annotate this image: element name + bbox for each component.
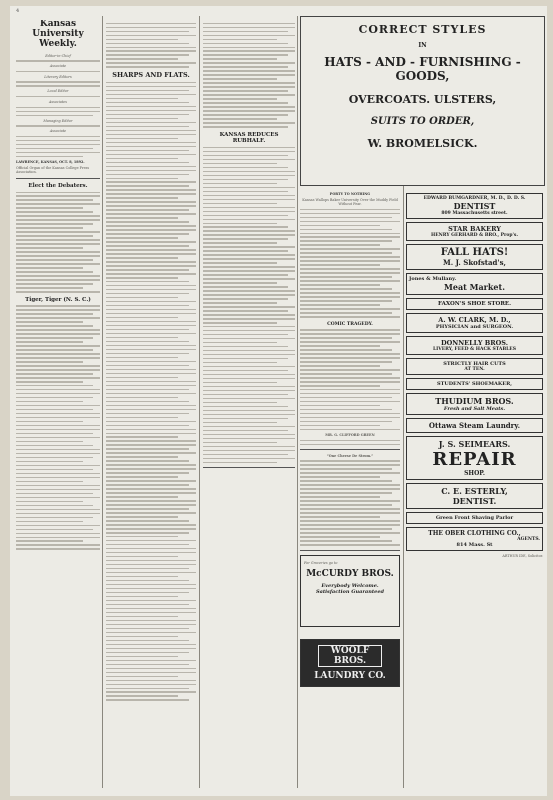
column-1: [16, 20, 100, 552]
heading-tiger: Tiger, Tiger (N. S. C.): [25, 296, 91, 303]
ad-ober-clothing: THE OBER CLOTHING CO., AGENTS. 814 Mass. St: [406, 527, 543, 551]
ad-ottawa-laundry: Ottawa Steam Laundry.: [406, 418, 543, 433]
masthead-title: Kansas University Weekly.: [32, 20, 84, 49]
staff-role: Associate: [49, 64, 67, 69]
ad-students-shoemaker: STUDENTS' SHOEMAKER,: [406, 378, 543, 390]
ad-fall-hats: FALL HATS! M. J. Skofstad's,: [406, 244, 543, 270]
page-number: 4: [16, 8, 20, 14]
ad-esterly-dentist: C. E. ESTERLY, DENTIST.: [406, 483, 543, 509]
solicitor: ARTHUR IDE, Solicitor.: [502, 554, 543, 558]
column-4-text: [300, 190, 400, 690]
ad-star-bakery: STAR BAKERY HENRY GERHARD & BRO., Prop's.: [406, 222, 543, 241]
heading-comic-tragedy: COMIC TRAGEDY.: [327, 321, 373, 327]
ad-mccurdy: For Groceries go to McCURDY BROS. Everybody Welcome. Satisfaction Guaranteed: [300, 555, 400, 627]
ad-hair-cuts: STRICTLY HAIR CUTS AT TEN.: [406, 358, 543, 375]
official-organ: Official Organ of the Kansas College Press Association.: [16, 165, 90, 174]
column-3: [203, 20, 295, 472]
ad-meat-market: Jones & Mullany. Meat Market.: [406, 273, 543, 295]
signature: MR. G. CLIFFORD GREEN: [325, 432, 375, 437]
column-rule: [102, 16, 103, 788]
ad-donnelly-bros: DONNELLY BROS. LIVERY, FEED & HACK STABLES: [406, 336, 543, 355]
ad-dentist-bumgardner: EDWARD BUMGARDNER, M. D., D. D. S. DENTIST 809 Massachusetts street.: [406, 193, 543, 219]
staff-role: Associate: [49, 129, 67, 134]
column-rule: [297, 16, 298, 788]
staff-role: Local Editor: [47, 89, 69, 94]
poem-subtitle: Kansas Wallops Baker University Over the Muddy Field Without Fear.: [302, 198, 398, 206]
heading-kansas-reduces: KANSAS REDUCES RUBHALF.: [219, 131, 279, 144]
column-5-ads: [406, 190, 543, 560]
column-2: [106, 20, 196, 703]
column-rule: [199, 16, 200, 788]
staff-role: Literary Editors: [44, 74, 72, 79]
ad-repair-shop: J. S. SEIMEARS. REPAIR SHOP.: [406, 436, 543, 480]
staff-role: Editor-in-Chief: [45, 53, 71, 58]
staff-role: Managing Editor: [43, 118, 73, 123]
column-rule: [403, 186, 404, 788]
dateline: LAWRENCE, KANSAS, OCT. 8, 1892.: [16, 159, 85, 164]
ad-bromelsick: CORRECT STYLES IN HATS - AND - FURNISHING - GOODS, OVERCOATS. ULSTERS, SUITS TO ORDER, W. BROMELSICK.: [300, 16, 545, 186]
ad-faxon-shoe: FAXON'S SHOE STORE.: [406, 298, 543, 310]
poem-title: PORTY TO NOTHING: [329, 192, 371, 196]
staff-role: Associates: [48, 99, 68, 104]
heading-cheese: “One Cheese De Strom.”: [326, 453, 374, 458]
ad-woolf-bros: WOOLF BROS. LAUNDRY CO.: [300, 639, 400, 687]
heading-sharps-flats: SHARPS AND FLATS.: [112, 70, 190, 79]
newspaper-page: [10, 6, 547, 796]
ad-thudium-bros: THUDIUM BROS. Fresh and Salt Meats.: [406, 393, 543, 415]
heading-elect-debaters: Elect the Debaters.: [28, 182, 88, 189]
ad-shaving-parlor: Green Front Shaving Parlor: [406, 512, 543, 524]
ad-clark-physician: A. W. CLARK, M. D., PHYSICIAN and SURGEON.: [406, 313, 543, 333]
